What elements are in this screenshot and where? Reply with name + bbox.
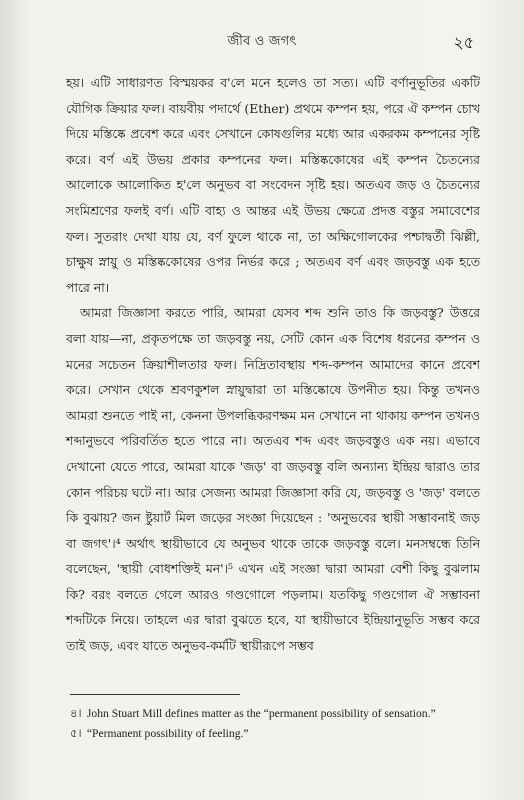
running-title: জীব ও জগৎ <box>227 34 297 49</box>
footnote-text: John Stuart Mill defines matter as the “permanent possibility of sensation.” <box>86 707 436 720</box>
paragraph-2: আমরা জিজ্ঞাসা করতে পারি, আমরা যেসব শব্দ শুনি তাও কি জড়বস্তু? উত্তরে বলা যায়—না, প্রকৃতপক্ষে তা জড়বস্তু নয়, সেটি কোন এক বিশেষ ধরনের কম্পন ও মনের সচেতন ক্রিয়াশীলতার ফল। নিদ্রিতাবস্থায় শব্দ-কম্পন আমাদের কানে প্রবেশ করে। সেখান থেকে শ্রবণকুশল স্নায়ুদ্বারা তা মস্তিষ্কোষে উপনীত হয়। কিন্তু তখনও আমরা শুনতে পাই না, কেননা উপলব্ধিকরণক্ষম মন সেখানে না থাকায় কম্পন তখনও শব্দানুভবে পরিবর্তিত হতে পারে না। অতএব শব্দ এবং জড়বস্তুও এক নয়। এভাবে দেখানো যেতে পারে, আমরা যাকে 'জড়' বা জড়বস্তু বলি অন্যান্য ইন্দ্রিয় দ্বারাও তার কোন পরিচয় ঘটে না। আর সেজন্য আমরা জিজ্ঞাসা করি যে, জড়বস্তু ও 'জড়' বলতে কি বুঝায়? জন ষ্টুয়ার্ট মিল জড়ের সংজ্ঞা দিয়েছেন : 'অনুভবের স্থায়ী সম্ভাবনাই জড় বা জগৎ'।⁴ অর্থাৎ স্থায়ীভাবে যে অনুভব থাকে তাকে জড়বস্তু বলে। মনসম্বন্ধে তিনি বলেছেন, 'স্থায়ী বোধশক্তিই মন'।⁵ এখন এই সংজ্ঞা দ্বারা আমরা বেশী কিছু বুঝলাম কি? বরং বলতে গেলে আরও গণ্ডগোলে পড়লাম। যতকিছু গণ্ডগোল ঐ সম্ভাবনা শব্দটিকে নিয়ে। তাহলে এর দ্বারা বুঝতে হবে, যা স্থায়ীভাবে ইন্দ্রিয়ানুভূতি সম্ভব করে তাই জড়, এবং যাতে অনুভব-কর্মটি স্থায়ীরূপে সম্ভব <box>66 305 480 654</box>
footnote-number: ৫। <box>70 727 82 740</box>
footnote-number: ৪। <box>70 707 82 720</box>
body-text <box>66 70 480 659</box>
footnote-5 <box>70 724 484 744</box>
page-header <box>0 14 524 54</box>
footnote-text: “Permanent possibility of feeling.” <box>86 727 249 740</box>
footnote-divider <box>70 694 240 695</box>
footnote-4 <box>70 704 484 724</box>
footnotes <box>70 704 484 744</box>
paragraph-1: হয়। এটি সাধারণত বিস্ময়কর ব'লে মনে হলেও তা সত্য। এটি বর্ণানুভূতির একটি যৌগিক ক্রিয়ার ফল। বায়বীয় পদার্থে (Ether) প্রথমে কম্পন হয়, পরে ঐ কম্পন চোখ দিয়ে মস্তিষ্কে প্রবেশ করে এবং সেখানে কোষগুলির মধ্যে আর একরকম কম্পনের সৃষ্টি করে। বর্ণ এই উভয় প্রকার কম্পনের ফল। মস্তিষ্ককোষের এই কম্পন চৈতন্যের আলোকে আলোকিত হ'লে অনুভব বা সংবেদন সৃষ্টি হয়। অতএব জড় ও চৈতন্যের সংমিশ্রণের ফলই বর্ণ। এটি বাহ্য ও আন্তর এই উভয় ক্ষেত্রে প্রদত্ত বস্তুর সমাবেশের ফল। সুতরাং দেখা যায় যে, বর্ণ ফুলে থাকে না, তা অক্ষিগোলকের পশ্চাদ্বর্তী ঝিল্লী, চাক্ষুষ স্নায়ু ও মস্তিষ্ককোষের ওপর নির্ভর করে ; অতএব বর্ণ এবং জড়বস্তু এক হতে পারে না। <box>66 75 480 295</box>
page-number: ২৫ <box>453 33 474 52</box>
